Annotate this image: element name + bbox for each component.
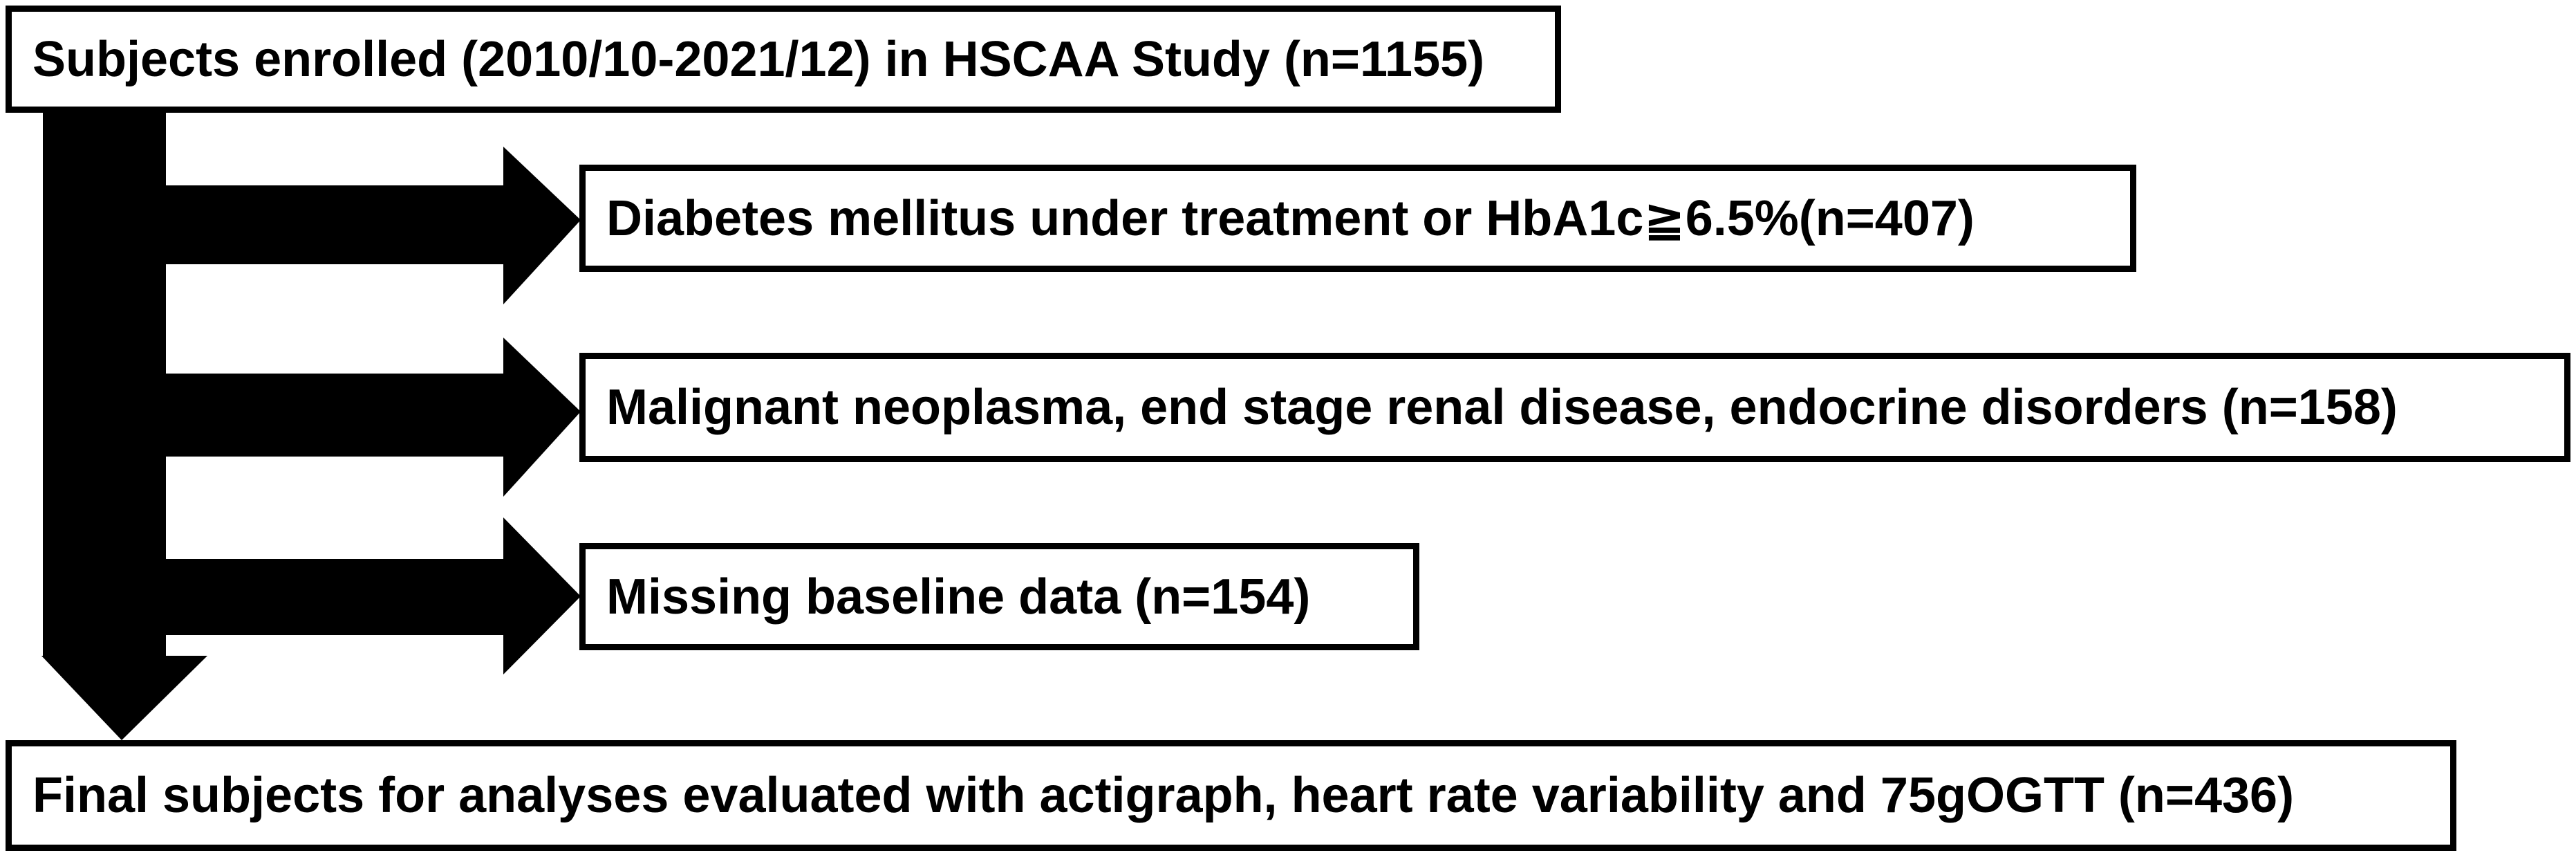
exclusion-label-malignant: Malignant neoplasma, end stage renal disease, endocrine disorders (n=158) [606, 380, 2398, 435]
exclusion-box-diabetes [579, 165, 2136, 272]
exclusion-box-malignant [579, 353, 2570, 462]
enrolled-box [6, 6, 1561, 113]
exclusion-arrow-diabetes [166, 147, 581, 304]
exclusion-label-missing: Missing baseline data (n=154) [606, 569, 1311, 625]
exclusion-box-missing [579, 543, 1419, 650]
final-subjects-box [6, 740, 2456, 851]
final-subjects-label: Final subjects for analyses evaluated with actigraph, heart rate variability and 75gOGTT (n=436) [32, 768, 2295, 823]
exclusion-arrow-missing [166, 517, 581, 674]
enrolled-label: Subjects enrolled (2010/10-2021/12) in HSCAA Study (n=1155) [32, 31, 1485, 87]
exclusion-arrow-malignant [166, 338, 581, 497]
exclusion-label-diabetes: Diabetes mellitus under treatment or HbA1c≧6.5%(n=407) [606, 190, 1975, 246]
